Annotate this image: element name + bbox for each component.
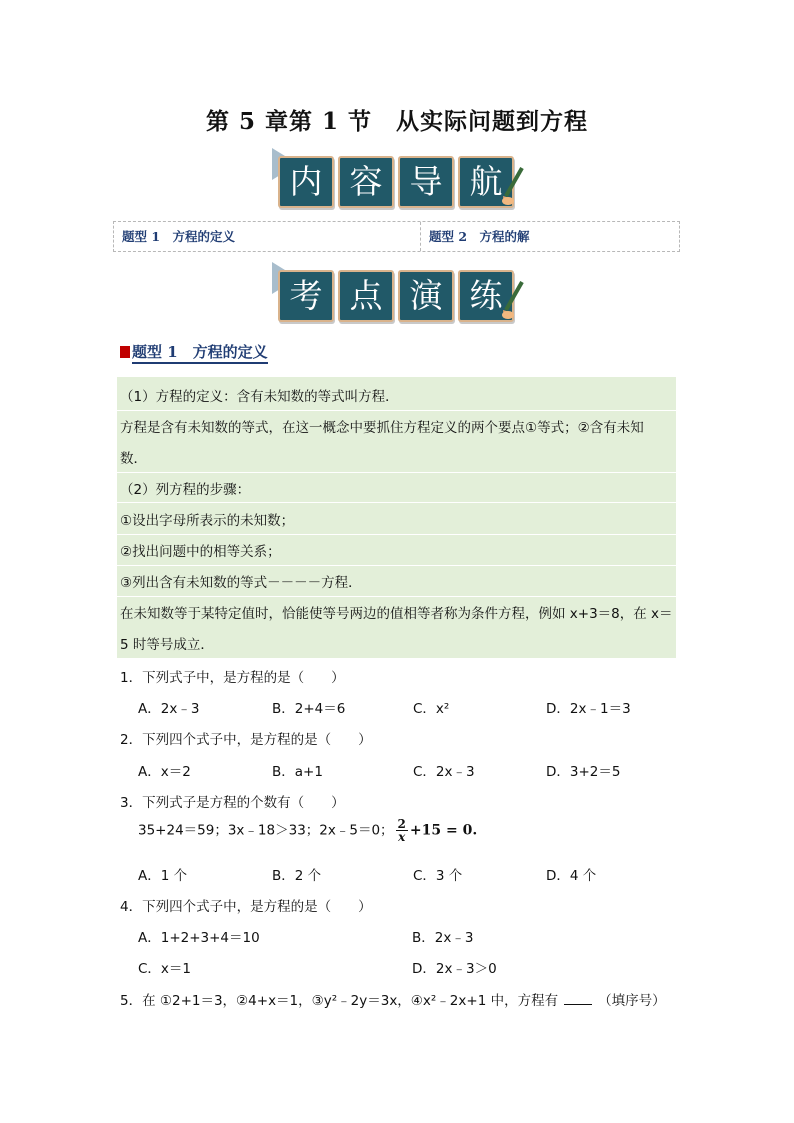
question-2-stem: 2．下列四个式子中，是方程的是（ ）	[120, 732, 372, 748]
q3-fraction-numerator: 2	[397, 817, 406, 831]
q3-expression-list: 35+24＝59；3x﹣18＞33；2x﹣5＝0；	[138, 822, 394, 839]
q5-answer-blank[interactable]	[564, 1004, 592, 1005]
pencil-icon	[500, 166, 526, 206]
q5-stem-text: 5．在 ①2+1＝3，②4+x＝1，③y²﹣2y＝3x，④x²﹣2x+1 中，方程有	[120, 993, 559, 1009]
q3-fraction	[396, 818, 408, 843]
nav-banner	[272, 152, 522, 210]
q2-option-b[interactable]: B．a+1	[272, 764, 323, 780]
note-line: ①设出字母所表示的未知数；	[120, 513, 295, 529]
banner-char: 导	[398, 156, 454, 208]
q3-option-c[interactable]: C．3 个	[413, 868, 463, 884]
q1-option-b[interactable]: B．2+4＝6	[272, 701, 346, 717]
note-line: （1）方程的定义：含有未知数的等式叫方程．	[120, 389, 399, 405]
q1-option-c[interactable]: C．x²	[413, 701, 450, 717]
q3-option-b[interactable]: B．2 个	[272, 868, 322, 884]
pencil-icon	[500, 280, 526, 320]
question-4-stem: 4．下列四个式子中，是方程的是（ ）	[120, 899, 372, 915]
question-5-stem	[120, 989, 666, 1009]
q4-option-a[interactable]: A．1+2+3+4＝10	[138, 930, 260, 946]
knowledge-box	[117, 377, 676, 658]
nav-topic-2[interactable]: 题型 2 方程的解	[429, 229, 530, 244]
note-line: 方程是含有未知数的等式，在这一概念中要抓住方程定义的两个要点①等式；②含有未知	[120, 420, 644, 436]
page-title: 第 5 章第 1 节 从实际问题到方程	[205, 108, 589, 135]
note-line: 5 时等号成立．	[120, 637, 214, 653]
note-line: 在未知数等于某特定值时，恰能使等号两边的值相等者称为条件方程，例如 x+3＝8，在 x＝	[120, 606, 673, 622]
q2-option-a[interactable]: A．x＝2	[138, 764, 191, 780]
practice-banner	[272, 266, 522, 324]
section-heading	[120, 341, 268, 362]
banner-char: 点	[338, 270, 394, 322]
note-line: ②找出问题中的相等关系；	[120, 544, 281, 560]
banner-char: 考	[278, 270, 334, 322]
note-line: （2）列方程的步骤：	[120, 482, 251, 498]
q1-option-d[interactable]: D．2x﹣1＝3	[546, 701, 631, 717]
nav-topic-1[interactable]: 题型 1 方程的定义	[114, 222, 421, 251]
banner-char: 容	[338, 156, 394, 208]
q1-option-a[interactable]: A．2x﹣3	[138, 701, 200, 717]
section-heading-text: 题型 1 方程的定义	[132, 343, 268, 364]
topic-nav-table	[113, 221, 680, 252]
banner-char: 航	[458, 156, 514, 208]
q3-option-a[interactable]: A．1 个	[138, 868, 188, 884]
note-line: 数．	[120, 451, 147, 467]
banner-char: 内	[278, 156, 334, 208]
question-3-expressions	[138, 818, 477, 843]
q5-stem-suffix: （填序号）	[598, 993, 666, 1009]
q3-fraction-denominator: x	[398, 830, 406, 844]
banner-char: 演	[398, 270, 454, 322]
banner-char: 练	[458, 270, 514, 322]
q2-option-c[interactable]: C．2x﹣3	[413, 764, 475, 780]
question-1-stem: 1．下列式子中，是方程的是（ ）	[120, 670, 345, 686]
q4-option-b[interactable]: B．2x﹣3	[412, 930, 474, 946]
note-line: ③列出含有未知数的等式－－－－方程．	[120, 575, 362, 591]
square-marker-icon	[120, 346, 130, 358]
q4-option-c[interactable]: C．x＝1	[138, 961, 192, 977]
q3-option-d[interactable]: D．4 个	[546, 868, 597, 884]
q3-fraction-tail: +15 = 0.	[409, 822, 478, 839]
q4-option-d[interactable]: D．2x﹣3＞0	[412, 961, 497, 977]
question-3-stem: 3．下列式子是方程的个数有（ ）	[120, 795, 345, 811]
q2-option-d[interactable]: D．3+2＝5	[546, 764, 621, 780]
